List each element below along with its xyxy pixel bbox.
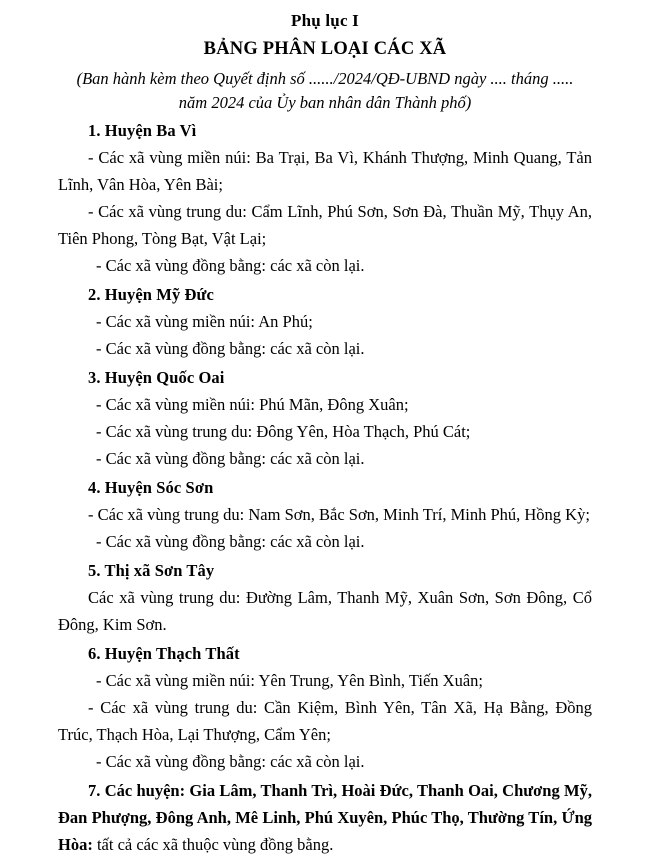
section-item: - Các xã vùng miền núi: An Phú; bbox=[96, 312, 313, 331]
section-heading: 6. Huyện Thạch Thất bbox=[88, 644, 240, 663]
final-item bbox=[58, 777, 592, 858]
section-heading: 2. Huyện Mỹ Đức bbox=[88, 285, 214, 304]
section-my-duc bbox=[58, 281, 592, 362]
section-dong-bang-districts bbox=[58, 777, 592, 858]
final-item-description: tất cả các xã thuộc vùng đồng bằng. bbox=[92, 835, 334, 854]
section-item: - Các xã vùng trung du: Cẩm Lĩnh, Phú Sơn, Sơn Đà, Thuần Mỹ, Thụy An, Tiên Phong, Tòng Bạt, Vật Lại; bbox=[58, 202, 592, 248]
document-subtitle: BẢNG PHÂN LOẠI CÁC XÃ bbox=[203, 39, 447, 59]
issuance-note bbox=[58, 67, 592, 115]
section-item: - Các xã vùng đồng bằng: các xã còn lại. bbox=[96, 339, 365, 358]
section-item: Các xã vùng trung du: Đường Lâm, Thanh Mỹ, Xuân Sơn, Sơn Đông, Cổ Đông, Kim Sơn. bbox=[58, 588, 592, 634]
section-heading: 4. Huyện Sóc Sơn bbox=[88, 478, 214, 497]
section-item: - Các xã vùng đồng bằng: các xã còn lại. bbox=[96, 256, 365, 275]
title-block bbox=[58, 8, 592, 64]
section-item: - Các xã vùng đồng bằng: các xã còn lại. bbox=[96, 752, 365, 771]
section-heading: 1. Huyện Ba Vì bbox=[88, 121, 197, 140]
section-item: - Các xã vùng miền núi: Ba Trại, Ba Vì, Khánh Thượng, Minh Quang, Tản Lĩnh, Vân Hòa, Yên Bài; bbox=[58, 148, 592, 194]
section-quoc-oai bbox=[58, 364, 592, 472]
section-item: - Các xã vùng trung du: Đông Yên, Hòa Thạch, Phú Cát; bbox=[96, 422, 471, 441]
section-item: - Các xã vùng đồng bằng: các xã còn lại. bbox=[96, 449, 365, 468]
section-item: - Các xã vùng trung du: Nam Sơn, Bắc Sơn, Minh Trí, Minh Phú, Hồng Kỳ; bbox=[88, 505, 590, 524]
section-item: - Các xã vùng đồng bằng: các xã còn lại. bbox=[96, 532, 365, 551]
section-son-tay bbox=[58, 557, 592, 638]
section-soc-son bbox=[58, 474, 592, 555]
section-heading: 5. Thị xã Sơn Tây bbox=[88, 561, 215, 580]
page-title: Phụ lục I bbox=[291, 11, 359, 30]
issuance-note-line-1: (Ban hành kèm theo Quyết định số ....../2024/QĐ-UBND ngày .... tháng ..... bbox=[76, 69, 574, 88]
section-item: - Các xã vùng miền núi: Phú Mãn, Đông Xuân; bbox=[96, 395, 409, 414]
final-item-districts: 7. Các huyện: Gia Lâm, Thanh Trì, Hoài Đức, Thanh Oai, Chương Mỹ, Đan Phượng, Đông Anh, Mê Linh, Phú Xuyên, Phúc Thọ, Thường Tín, Ứng Hòa: bbox=[58, 781, 592, 854]
issuance-note-line-2: năm 2024 của Ủy ban nhân dân Thành phố) bbox=[178, 93, 472, 112]
section-item: - Các xã vùng trung du: Cần Kiệm, Bình Yên, Tân Xã, Hạ Bằng, Đồng Trúc, Thạch Hòa, Lại Thượng, Cẩm Yên; bbox=[58, 698, 592, 744]
section-item: - Các xã vùng miền núi: Yên Trung, Yên Bình, Tiến Xuân; bbox=[96, 671, 483, 690]
section-thach-that bbox=[58, 640, 592, 775]
section-ba-vi bbox=[58, 117, 592, 279]
section-heading: 3. Huyện Quốc Oai bbox=[88, 368, 225, 387]
